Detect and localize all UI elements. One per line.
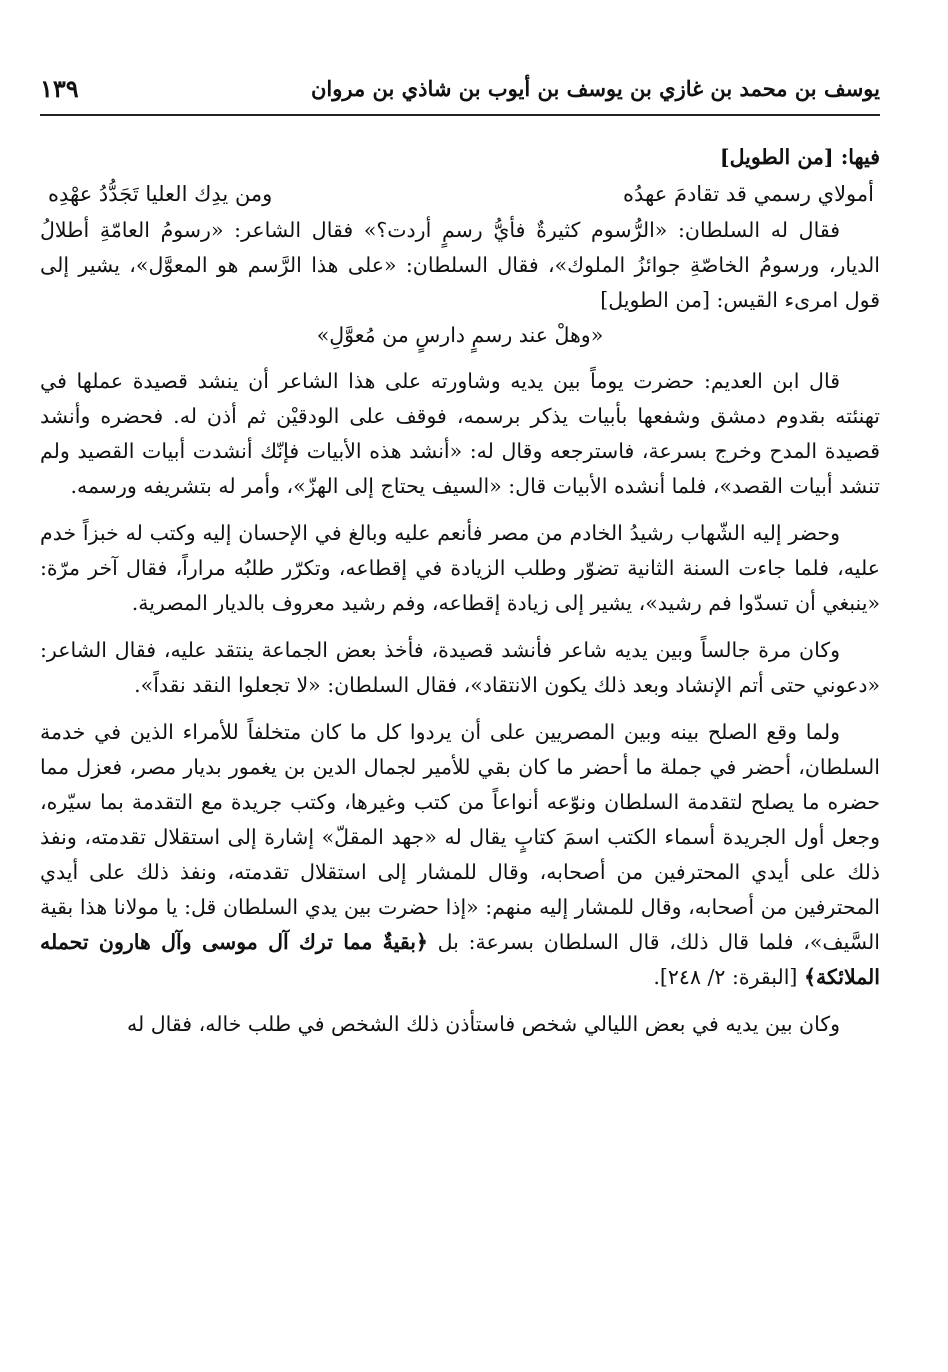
quoted-verse: «وهلْ عند رسمٍ دارسٍ من مُعوَّلِ»: [316, 323, 604, 347]
verse-line: [40, 175, 880, 213]
paragraph-poet-critique: وكان مرة جالساً وبين يديه شاعر فأنشد قصيدة، فأخذ بعض الجماعة ينتقد عليه، فقال الشاعر: «دعوني حتى أتم الإنشاد وبعد ذلك يكون الانتقاد»، فقال السلطان: «لا تجعلوا النقد نقداً».: [40, 638, 880, 697]
quran-quote: ﴿بقيةٌ مما ترك آل موسى وآل هارون تحمله الملائكة﴾: [40, 930, 880, 989]
paragraph-rusum: فقال له السلطان: «الرُّسوم كثيرةٌ فأيُّ رسمٍ أردت؟» فقال الشاعر: «رسومُ العامّةِ أطلالُ الديار، ورسومُ الخاصّةِ جوائزُ الملوك»، فقال السلطان: «على هذا الرَّسم هو المعوَّل»، يشير إلى قول امرىء القيس: [من الطويل]: [40, 218, 880, 312]
quran-reference: [البقرة: ٢/ ٢٤٨].: [653, 965, 798, 989]
book-page: [40, 0, 880, 1372]
paragraph-night: وكان بين يديه في بعض الليالي شخص فاستأذن ذلك الشخص في طلب خاله، فقال له: [127, 1012, 840, 1036]
page-number: ١٣٩: [40, 74, 79, 103]
poem-intro: فيها: [من الطويل]: [719, 145, 880, 169]
page-header: [40, 70, 880, 114]
paragraph-rashid: وحضر إليه الشّهاب رشيدُ الخادم من مصر فأنعم عليه وبالغ في الإحسان إليه وكتب له خبزاً خدم عليه، فلما جاءت السنة الثانية تضوّر وطلب الزيادة في إقطاعه، وتكرّر طلبُه مراراً، فقال آخر مرّة: «ينبغي أن تسدّوا فم رشيد»، يشير إلى زيادة إقطاعه، وفم رشيد معروف بالديار المصرية.: [40, 521, 880, 615]
header-rule: [40, 114, 880, 116]
verse-first-hemistich: أمولاي رسمي قد تقادمَ عهدُه: [623, 182, 874, 206]
page-body: [40, 140, 880, 1042]
verse-second-hemistich: ومن يدِك العليا تَجَدُّدُ عهْدِه: [48, 182, 273, 206]
paragraph-ibn-al-adim: قال ابن العديم: حضرت يوماً بين يديه وشاورته على هذا الشاعر أن ينشد قصيدة عملها في تهنئته بقدوم دمشق وشفعها بأبيات يذكر برسمه، فوقف على الودقيْن ثم أذن له. فحضره وأنشد قصيدة المدح وخرج بسرعة، فاسترجعه وقال له: «أنشد هذه الأبيات فإنّك أنشدت أبيات القصيد ولم تنشد أبيات القصد»، فلما أنشده الأبيات قال: «السيف يحتاج إلى الهزّ»، وأمر له بتشريفه ورسمه.: [40, 369, 880, 498]
running-title: يوسف بن محمد بن غازي بن يوسف بن أيوب بن شاذي بن مروان: [310, 76, 880, 101]
paragraph-peace: [40, 715, 880, 995]
paragraph-peace-text: ولما وقع الصلح بينه وبين المصريين على أن يردوا كل ما كان متخلفاً للأمراء الذين في خدمة السلطان، أحضر في جملة ما أحضر ما كان بقي للأمير لجمال الدين بن يغمور بديار مصر، فعزل مما حضره ما يصلح لتقدمة السلطان ونوّعه أنواعاً من كتب وغيرها، وكتب جريدة مع التقدمة بما سيّره، وجعل أول الجريدة أسماء الكتب اسمَ كتابٍ يقال له «جهد المقلّ» إشارة إلى استقلال تقدمته، ونفذ ذلك على أيدي المحترفين من أصحابه، وقال للمشار إلى استقلال تقدمته، ونفذ ذلك على أيدي المحترفين من أصحابه، وقال للمشار إليه منهم: «إذا حضرت بين يدي السلطان قل: يا مولانا هذا بقية السَّيف»، فلما قال ذلك، قال السلطان بسرعة: بل: [40, 720, 880, 954]
